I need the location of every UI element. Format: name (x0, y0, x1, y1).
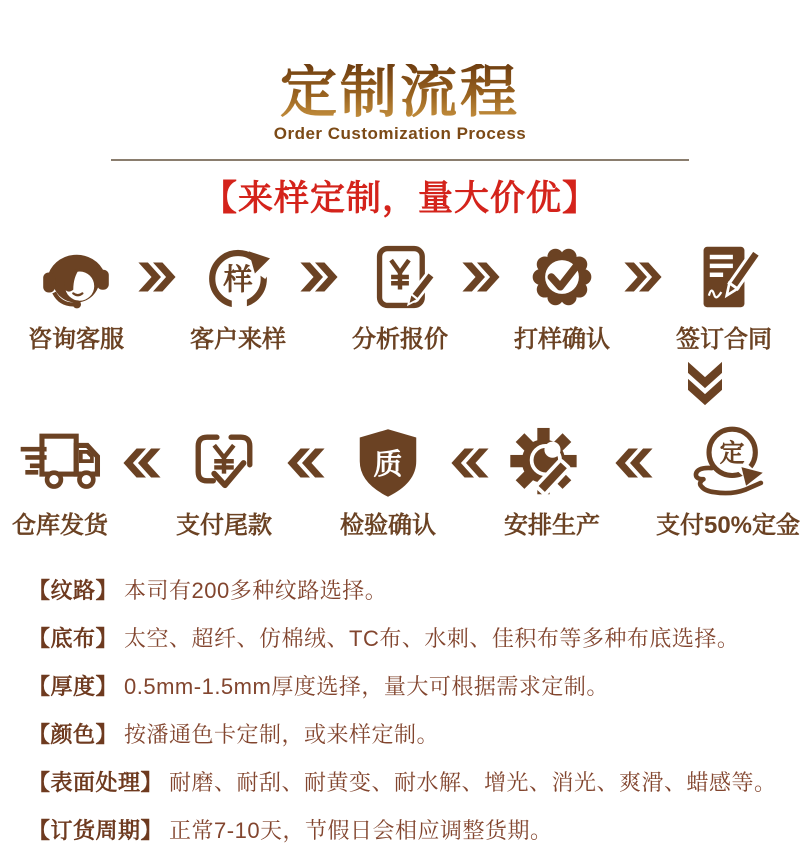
sample-cycle-icon (198, 240, 278, 314)
step-sample (179, 237, 297, 354)
spec-line-lead-time (28, 814, 800, 845)
step-quote (341, 237, 459, 354)
double-chevron-left-icon (122, 423, 162, 503)
double-chevron-right-icon (623, 237, 663, 317)
double-chevron-left-icon (614, 423, 654, 503)
warehouse-truck-icon (14, 426, 106, 500)
process-row-2 (0, 423, 800, 540)
spec-line-thickness (28, 670, 800, 701)
double-chevron-right-icon (461, 237, 501, 317)
spec-line-texture (28, 574, 800, 605)
step-production (492, 423, 612, 540)
double-chevron-left-icon (286, 423, 326, 503)
spec-line-surface-treatment (28, 766, 800, 797)
spec-line-color (28, 718, 800, 749)
quote-document-icon (360, 240, 440, 314)
process-row-1 (0, 237, 800, 354)
page-title: 定制流程 (0, 64, 800, 121)
sample-glyph: 样 (223, 263, 253, 297)
spec-label: 【纹路】 (28, 578, 119, 603)
final-payment-icon (184, 425, 264, 501)
step-consult (17, 237, 135, 354)
step-label: 支付尾款 (176, 512, 272, 539)
step-label: 签订合同 (676, 326, 772, 353)
step-proof-confirm (503, 237, 621, 354)
spec-text: 太空、超纤、仿棉绒、TC布、水刺、佳积布等多种布底选择。 (124, 626, 740, 651)
spec-text: 正常7-10天，节假日会相应调整货期。 (169, 818, 553, 843)
deposit-glyph: 定 (719, 439, 745, 468)
step-label: 仓库发货 (12, 512, 108, 539)
quality-glyph: 质 (373, 448, 403, 481)
step-label: 安排生产 (504, 512, 600, 539)
divider (111, 159, 689, 161)
step-final-payment (164, 423, 284, 540)
spec-list (0, 574, 800, 845)
sign-contract-icon (684, 240, 764, 314)
page-subtitle: Order Customization Process (273, 124, 527, 143)
step-label: 支付50%定金 (655, 512, 800, 539)
step-label: 检验确认 (340, 512, 436, 539)
step-warehouse-ship (0, 423, 120, 540)
spec-text: 按潘通色卡定制，或来样定制。 (124, 722, 440, 747)
spec-label: 【订货周期】 (28, 818, 164, 843)
spec-label: 【颜色】 (28, 722, 119, 747)
double-chevron-right-icon (137, 237, 177, 317)
double-chevron-down-icon (0, 360, 800, 407)
spec-line-base-fabric (28, 622, 800, 653)
step-label: 分析报价 (352, 326, 448, 353)
deposit-payment-icon (684, 423, 772, 503)
double-chevron-left-icon (450, 423, 490, 503)
step-label: 客户来样 (190, 326, 286, 353)
double-chevron-right-icon (299, 237, 339, 317)
quality-shield-icon (347, 425, 429, 501)
spec-label: 【底布】 (28, 626, 119, 651)
proof-confirm-icon (522, 240, 602, 314)
spec-text: 0.5mm-1.5mm厚度选择，量大可根据需求定制。 (124, 674, 609, 699)
step-label: 咨询客服 (28, 326, 124, 353)
spec-label: 【厚度】 (28, 674, 119, 699)
step-sign-contract (665, 237, 783, 354)
step-label: 打样确认 (514, 326, 610, 353)
spec-text: 本司有200多种纹路选择。 (124, 578, 388, 603)
step-deposit (656, 423, 800, 540)
step-quality-check (328, 423, 448, 540)
production-gear-icon (507, 424, 597, 502)
spec-label: 【表面处理】 (28, 770, 164, 795)
customer-service-icon (35, 240, 117, 314)
spec-text: 耐磨、耐刮、耐黄变、耐水解、增光、消光、爽滑、蜡感等。 (169, 770, 777, 795)
promo-banner: 【来样定制，量大价优】 (201, 179, 598, 218)
